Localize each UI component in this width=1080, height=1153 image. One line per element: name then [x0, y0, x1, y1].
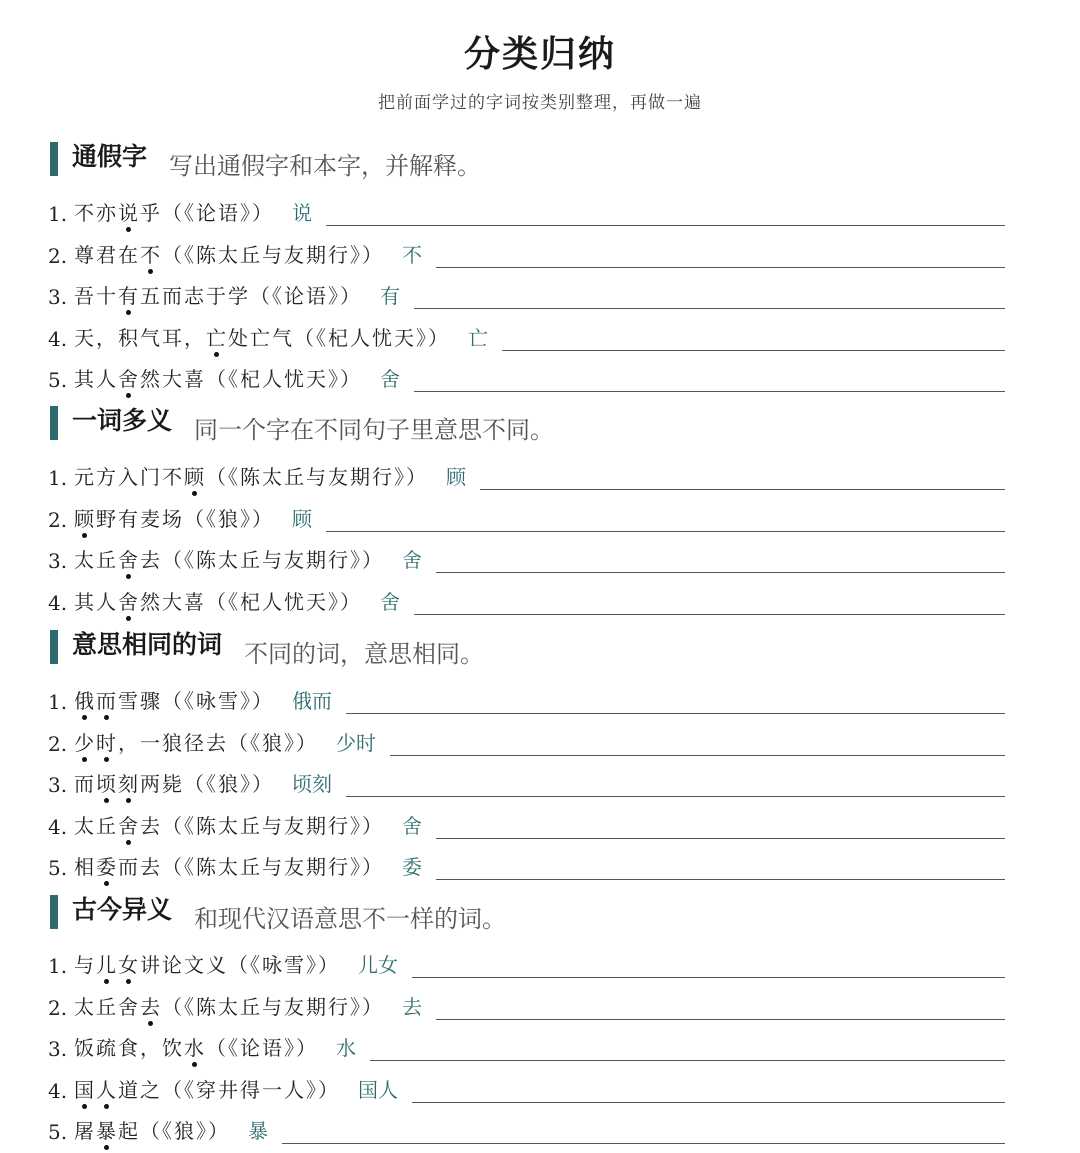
section-name: 古今异义	[72, 895, 173, 924]
sentence-post: 五而志于学（《论语》）	[140, 284, 362, 308]
exercise-row	[48, 277, 1005, 309]
sentence-post: 乎（《论语》）	[140, 201, 274, 225]
sentence-pre: 其人	[74, 367, 118, 391]
sentence-mark	[118, 367, 140, 391]
emphasis-char: 刻	[118, 772, 140, 796]
answer-line[interactable]	[414, 284, 1005, 309]
sentence-post: 野有麦场（《狼》）	[96, 506, 274, 531]
exercise-row	[48, 319, 1005, 351]
answer-line[interactable]	[436, 243, 1005, 268]
emphasis-char: 委	[96, 855, 118, 879]
answer-line[interactable]	[436, 995, 1005, 1020]
sentence-pre: 天，积气耳，	[74, 325, 206, 350]
answer-word: 去	[402, 994, 422, 1019]
exercise-row	[48, 583, 1005, 615]
emphasis-char: 顾	[184, 465, 206, 489]
answer-word: 暴	[248, 1119, 268, 1143]
emphasis-char: 暴	[96, 1119, 118, 1143]
sentence-pre: 吾十	[74, 284, 118, 308]
answer-word: 顷刻	[292, 772, 332, 796]
answer-line[interactable]	[436, 855, 1005, 880]
sentence	[74, 991, 384, 1020]
item-number: 2.	[48, 731, 68, 756]
answer-word: 少时	[336, 730, 376, 755]
sentence	[74, 1115, 230, 1144]
sentence-post: 起（《狼》）	[118, 1119, 230, 1143]
sentence-mark	[118, 814, 140, 838]
answer-word: 说	[292, 201, 312, 225]
item-number: 1.	[48, 466, 68, 490]
section-header	[50, 406, 555, 444]
sentence	[74, 949, 340, 978]
item-number: 5.	[48, 856, 68, 880]
exercise-row	[48, 360, 1005, 392]
exercise-row	[48, 500, 1005, 532]
emphasis-char: 去	[140, 994, 162, 1019]
sentence-pre: 与	[74, 953, 96, 977]
emphasis-char: 水	[184, 1036, 206, 1060]
exercise-row	[48, 807, 1005, 839]
sentence	[74, 685, 274, 714]
answer-line[interactable]	[346, 689, 1005, 714]
answer-line[interactable]	[412, 953, 1005, 978]
emphasis-char: 舍	[118, 813, 140, 838]
sentence-post: 雪骤（《咏雪》）	[118, 689, 274, 713]
sentence-post: 去（《陈太丘与友期行》）	[140, 548, 384, 572]
answer-line[interactable]	[436, 548, 1005, 573]
item-number: 3.	[48, 773, 68, 797]
item-number: 2.	[48, 507, 68, 532]
emphasis-char: 说	[118, 201, 140, 225]
sentence-pre: 太丘	[74, 813, 118, 838]
item-number: 4.	[48, 326, 68, 351]
sentence	[74, 363, 362, 392]
section-description: 不同的词，意思相同。	[244, 639, 485, 668]
section-header	[50, 142, 482, 180]
sentence-mark	[118, 201, 140, 225]
answer-line[interactable]	[346, 772, 1005, 797]
item-number: 4.	[48, 814, 68, 839]
exercise-row	[48, 541, 1005, 573]
emphasis-char: 女	[118, 953, 140, 977]
emphasis-char: 舍	[118, 548, 140, 572]
emphasis-char: 顾	[74, 506, 96, 531]
answer-line[interactable]	[412, 1078, 1005, 1103]
answer-word: 国人	[358, 1077, 398, 1102]
item-number: 4.	[48, 590, 68, 615]
answer-word: 亡	[468, 325, 488, 350]
emphasis-char: 国	[74, 1077, 96, 1102]
answer-line[interactable]	[326, 201, 1005, 226]
sentence-pre: 屠	[74, 1119, 96, 1143]
item-number: 4.	[48, 1078, 68, 1103]
exercise-row	[48, 194, 1005, 226]
sentence-mark	[118, 590, 140, 614]
sentence-mark	[140, 995, 162, 1019]
emphasis-char: 人	[96, 1077, 118, 1102]
emphasis-char: 儿	[96, 953, 118, 977]
page-title: 分类归纳	[463, 34, 616, 75]
answer-word: 有	[380, 284, 400, 308]
sentence-mark	[96, 772, 140, 796]
section-description: 和现代汉语意思不一样的词。	[194, 904, 507, 933]
answer-line[interactable]	[414, 367, 1005, 392]
emphasis-char: 时	[96, 730, 118, 755]
sentence	[74, 461, 428, 490]
section-bar	[50, 630, 58, 664]
section-bar	[50, 406, 58, 440]
answer-line[interactable]	[390, 731, 1005, 756]
sentence-post: （《陈太丘与友期行》）	[162, 242, 384, 267]
answer-line[interactable]	[370, 1036, 1005, 1061]
section-description: 写出通假字和本字，并解释。	[169, 151, 482, 180]
sentence	[74, 810, 384, 839]
emphasis-char: 顷	[96, 772, 118, 796]
item-number: 3.	[48, 1037, 68, 1061]
answer-word: 不	[402, 242, 422, 267]
sentence-mark	[74, 689, 118, 713]
sentence-post: （《陈太丘与友期行》）	[162, 994, 384, 1019]
item-number: 2.	[48, 243, 68, 268]
sentence-post: 处亡气（《杞人忧天》）	[228, 325, 450, 350]
answer-word: 委	[402, 855, 422, 879]
sentence-pre: 相	[74, 855, 96, 879]
sentence-mark	[96, 855, 118, 879]
sentence-mark	[140, 243, 162, 267]
exercise-row	[48, 458, 1005, 490]
exercise-row	[48, 1112, 1005, 1144]
section-name: 通假字	[72, 142, 148, 171]
emphasis-char: 舍	[118, 589, 140, 614]
sentence-post: ，一狼径去（《狼》）	[118, 730, 318, 755]
emphasis-char: 舍	[118, 367, 140, 391]
sentence-pre: 太丘	[74, 548, 118, 572]
sentence-post: （《论语》）	[206, 1036, 318, 1060]
item-number: 2.	[48, 995, 68, 1020]
sentence-mark	[118, 548, 140, 572]
item-number: 5.	[48, 1120, 68, 1144]
item-number: 1.	[48, 690, 68, 714]
answer-word: 顾	[446, 465, 466, 489]
sentence-post: 两毙（《狼》）	[140, 772, 274, 796]
page-subtitle: 把前面学过的字词按类别整理，再做一遍	[378, 93, 702, 113]
sentence-post: 道之（《穿井得一人》）	[118, 1077, 340, 1102]
emphasis-char: 有	[118, 284, 140, 308]
emphasis-char: 不	[140, 242, 162, 267]
answer-line[interactable]	[414, 590, 1005, 615]
section-header	[50, 895, 507, 933]
sentence-post: 然大喜（《杞人忧天》）	[140, 589, 362, 614]
exercise-row	[48, 724, 1005, 756]
exercise-row	[48, 946, 1005, 978]
sentence-mark	[74, 1078, 118, 1102]
answer-line[interactable]	[502, 326, 1005, 351]
answer-line[interactable]	[326, 507, 1005, 532]
section-name: 一词多义	[72, 406, 173, 435]
sentence-mark	[118, 284, 140, 308]
sentence	[74, 727, 318, 756]
sentence-mark	[74, 507, 96, 531]
item-number: 1.	[48, 202, 68, 226]
sentence	[74, 280, 362, 309]
exercise-row	[48, 236, 1005, 268]
sentence	[74, 322, 450, 351]
emphasis-char: 亡	[206, 325, 228, 350]
sentence-mark	[184, 465, 206, 489]
item-number: 3.	[48, 549, 68, 573]
sentence	[74, 768, 274, 797]
sentence	[74, 851, 384, 880]
exercise-row	[48, 988, 1005, 1020]
answer-word: 水	[336, 1036, 356, 1060]
sentence-mark	[96, 953, 140, 977]
sentence-post: 讲论文义（《咏雪》）	[140, 953, 340, 977]
sentence-mark	[206, 326, 228, 350]
answer-word: 舍	[380, 367, 400, 391]
item-number: 3.	[48, 285, 68, 309]
answer-line[interactable]	[282, 1119, 1005, 1144]
section-bar	[50, 895, 58, 929]
sentence-mark	[184, 1036, 206, 1060]
sentence	[74, 197, 274, 226]
answer-word: 舍	[402, 813, 422, 838]
exercise-row	[48, 1029, 1005, 1061]
sentence	[74, 586, 362, 615]
sentence	[74, 544, 384, 573]
emphasis-char: 少	[74, 730, 96, 755]
exercise-row	[48, 848, 1005, 880]
answer-word: 俄而	[292, 689, 332, 713]
sentence-post: 去（《陈太丘与友期行》）	[140, 813, 384, 838]
exercise-row	[48, 1071, 1005, 1103]
sentence-mark	[74, 731, 118, 755]
sentence-post: 而去（《陈太丘与友期行》）	[118, 855, 384, 879]
sentence-post: （《陈太丘与友期行》）	[206, 465, 428, 489]
sentence-pre: 不亦	[74, 201, 118, 225]
item-number: 1.	[48, 954, 68, 978]
answer-word: 舍	[380, 589, 400, 614]
emphasis-char: 而	[96, 689, 118, 713]
emphasis-char: 俄	[74, 689, 96, 713]
sentence	[74, 1032, 318, 1061]
answer-word: 舍	[402, 548, 422, 572]
sentence-mark	[96, 1119, 118, 1143]
sentence-pre: 而	[74, 772, 96, 796]
exercise-row	[48, 682, 1005, 714]
answer-word: 顾	[292, 506, 312, 531]
exercise-row	[48, 765, 1005, 797]
sentence	[74, 1074, 340, 1103]
answer-word: 儿女	[358, 953, 398, 977]
sentence-pre: 尊君在	[74, 242, 140, 267]
answer-line[interactable]	[436, 814, 1005, 839]
section-description: 同一个字在不同句子里意思不同。	[194, 415, 555, 444]
section-bar	[50, 142, 58, 176]
section-name: 意思相同的词	[72, 630, 223, 659]
item-number: 5.	[48, 368, 68, 392]
sentence-post: 然大喜（《杞人忧天》）	[140, 367, 362, 391]
sentence-pre: 其人	[74, 589, 118, 614]
sentence	[74, 239, 384, 268]
sentence-pre: 饭疏食，饮	[74, 1036, 184, 1060]
sentence-pre: 元方入门不	[74, 465, 184, 489]
sentence-pre: 太丘舍	[74, 994, 140, 1019]
answer-line[interactable]	[480, 465, 1005, 490]
section-header	[50, 630, 485, 668]
sentence	[74, 503, 274, 532]
